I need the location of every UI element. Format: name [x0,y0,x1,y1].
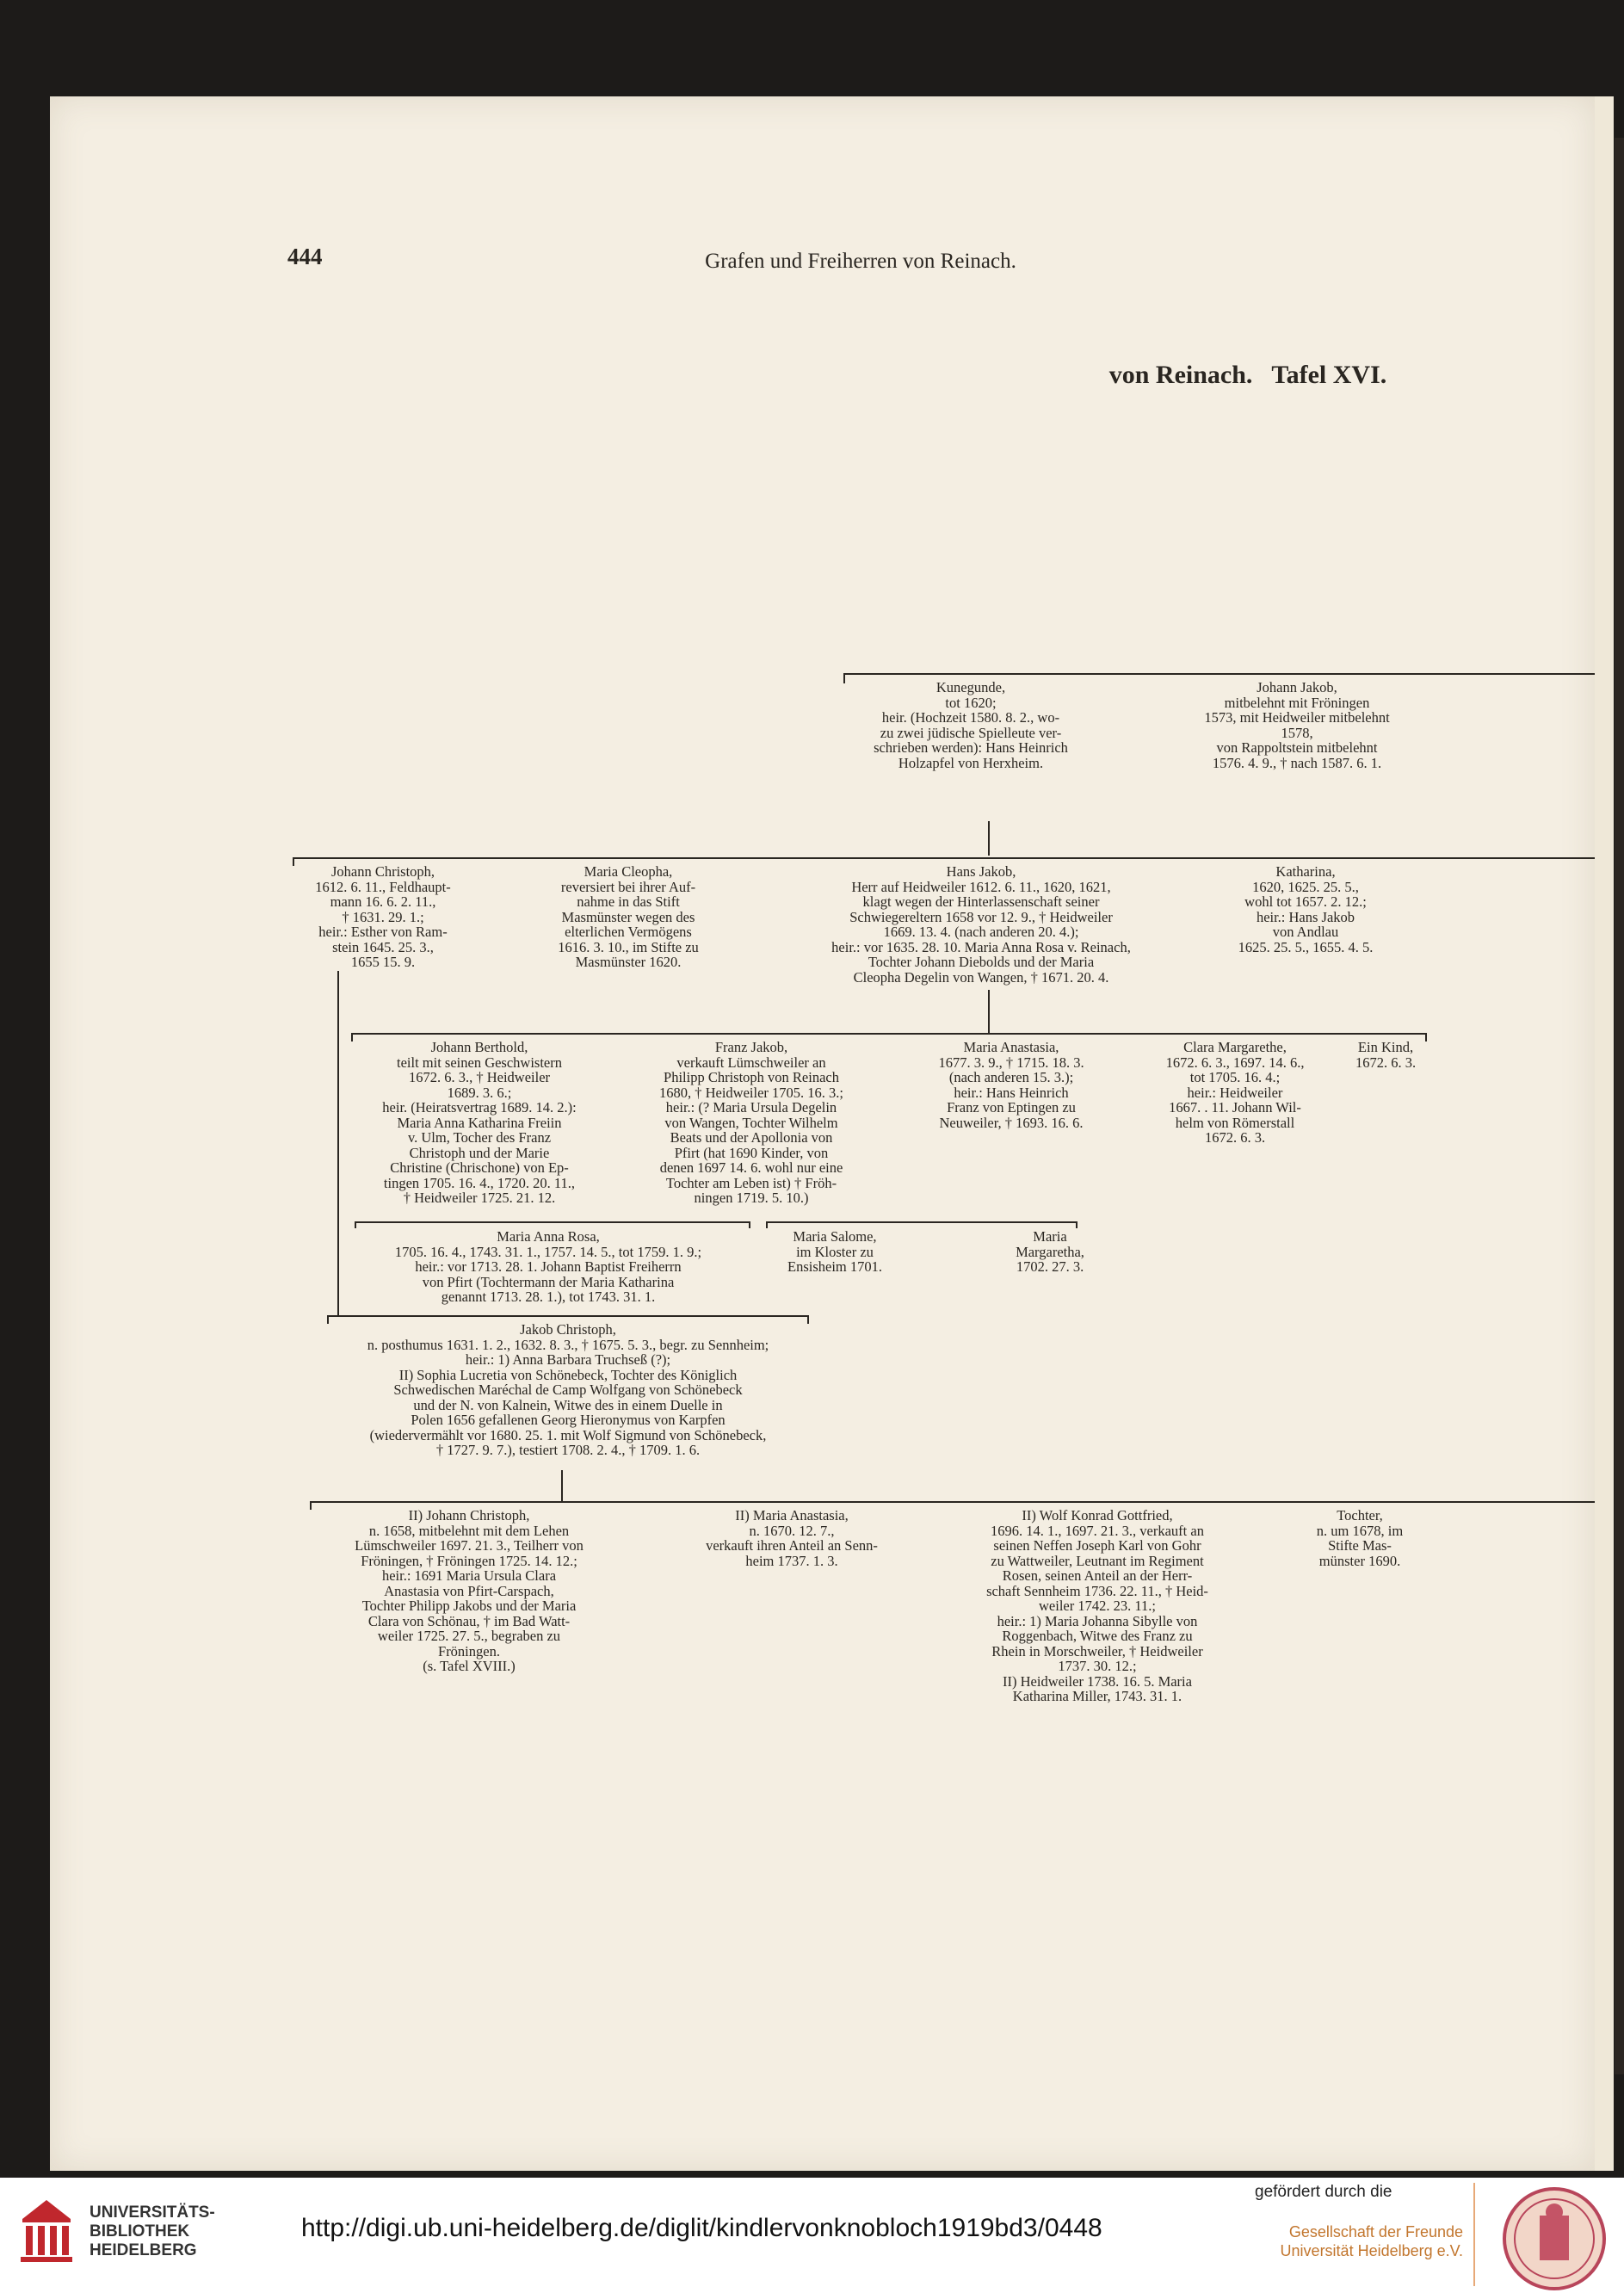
person-maria-anastasia: Maria Anastasia, 1677. 3. 9., † 1715. 18. 3. (nach anderen 15. 3.); heir.: Hans Heinrich Franz von Eptingen zu Neuweiler, † 1693. 16. 6. [938,1039,1084,1131]
descent-line [561,1470,563,1501]
sponsor-divider [1473,2183,1475,2286]
person-johann-berthold: Johann Berthold, teilt mit seinen Geschwistern 1672. 6. 3., † Heidweiler 1689. 3. 6.; heir. (Heiratsvertrag 1689. 14. 2.): Maria Anna Katharina Freiin v. Ulm, Tocher des Franz Christoph und der Marie Christine (Chrischone) von Ep- tingen 1705. 16. 4., 1720. 20. 11., † Heidweiler 1725. 21. 12. [382,1039,577,1206]
bracket-line [327,1315,809,1317]
book-binding [1615,138,1624,2074]
page-edge [1595,96,1614,2171]
page-number: 444 [287,244,323,269]
university-library-logo-icon[interactable] [17,2193,76,2264]
person-maria-margaretha: Maria Margaretha, 1702. 27. 3. [1016,1228,1084,1275]
university-seal-icon [1502,2186,1607,2291]
sponsor-name[interactable]: Gesellschaft der Freunde Universität Heidelberg e.V. [1280,2223,1463,2259]
person-ein-kind: Ein Kind, 1672. 6. 3. [1355,1039,1417,1071]
person-franz-jakob: Franz Jakob, verkauft Lümschweiler an Philipp Christoph von Reinach 1680, † Heidweiler 1705. 16. 3.; heir.: (? Maria Ursula Degelin von Wangen, Tochter Wilhelm Beats und der Apollonia von Pfirt (hat 1690 Kinder, von denen 1697 14. 6. wohl nur eine Tochter am Leben ist) † Fröh- ningen 1719. 5. 10.) [658,1039,843,1206]
person-kunegunde: Kunegunde, tot 1620; heir. (Hochzeit 1580. 8. 2., wo- zu zwei jüdische Spielleute ver- schrieben werden): Hans Heinrich Holzapfel von Herxheim. [874,679,1068,771]
bracket-tick [355,1221,356,1228]
sponsor-intro: gefördert durch die [1255,2183,1392,2201]
bracket-tick [766,1221,768,1228]
person-johann-jakob: Johann Jakob, mitbelehnt mit Fröningen 1573, mit Heidweiler mitbelehnt 1578, von Rappoltstein mitbelehnt 1576. 4. 9., † nach 1587. 6. 1. [1204,679,1390,771]
bracket-line [351,1033,1427,1035]
person-maria-salome: Maria Salome, im Kloster zu Ensisheim 1701. [787,1228,882,1275]
person-hans-jakob: Hans Jakob, Herr auf Heidweiler 1612. 6. 11., 1620, 1621, klagt wegen der Hinterlassenschaft seiner Schwiegereltern 1658 vor 12. 9., † Heidweiler 1669. 13. 4. (nach anderen 20. 4.); heir.: vor 1635. 28. 10. Maria Anna Rosa v. Reinach, Tochter Johann Diebolds und der Maria Cleopha Degelin von Wangen, † 1671. 20. 4. [831,863,1131,986]
person-tochter: Tochter, n. um 1678, im Stifte Mas- münster 1690. [1316,1507,1404,1569]
descent-line [988,990,990,1033]
bracket-line [293,857,1595,859]
person-wolf-konrad-gottfried: II) Wolf Konrad Gottfried, 1696. 14. 1., 1697. 21. 3., verkauft an seinen Neffen Joseph Karl von Gohr zu Wattweiler, Leutnant im Regiment Rosen, seinen Anteil an der Herr- schaft Sennheim 1736. 22. 11., † Heid- weiler 1742. 23. 11.; heir.: 1) Maria Johanna Sibylle von Roggenbach, Witwe des Franz zu Rhein in Morschweiler, † Heidweiler 1737. 30. 12.; II) Heidweiler 1738. 16. 5. Maria Katharina Miller, 1743. 31. 1. [986,1507,1208,1704]
person-clara-margarethe: Clara Margarethe, 1672. 6. 3., 1697. 14. 6., tot 1705. 16. 4.; heir.: Heidweiler 1667. . 11. Johann Wil- helm von Römerstall 1672. 6. 3. [1165,1039,1305,1146]
bracket-line [355,1221,750,1223]
bracket-line [310,1501,1595,1503]
person-johann-christoph-ii: II) Johann Christoph, n. 1658, mitbelehnt mit dem Lehen Lümschweiler 1697. 21. 3., Teilherr von Fröningen, † Fröningen 1725. 14. 12.; heir.: 1691 Maria Ursula Clara Anastasia von Pfirt-Carspach, Tochter Philipp Jakobs und der Maria Clara von Schönau, † im Bad Watt- weiler 1725. 27. 5., begraben zu Fröningen. (s. Tafel XVIII.) [355,1507,584,1674]
descent-line [988,821,990,856]
running-head: Grafen und Freiherren von Reinach. [705,250,1016,273]
bracket-line [766,1221,1078,1223]
bracket-tick [749,1221,750,1228]
library-name: UNIVERSITÄTS- BIBLIOTHEK HEIDELBERG [90,2203,215,2259]
person-jakob-christoph: Jakob Christoph, n. posthumus 1631. 1. 2., 1632. 8. 3., † 1675. 5. 3., begr. zu Sennheim; heir.: 1) Anna Barbara Truchseß (?); II) Sophia Lucretia von Schönebeck, Tochter des Königlich Schwedischen Maréchal de Camp Wolfgang von Schönebeck und der N. von Kalnein, Witwe des in einem Duelle in Polen 1656 gefallenen Georg Hieronymus von Karpfen (wiedervermählt vor 1680. 25. 1. mit Wolf Sigmund von Schönebeck, † 1727. 9. 7.), testiert 1708. 2. 4., † 1709. 1. 6. [367,1321,769,1458]
person-katharina: Katharina, 1620, 1625. 25. 5., wohl tot 1657. 2. 12.; heir.: Hans Jakob von Andlau 1625. 25. 5., 1655. 4. 5. [1238,863,1374,955]
person-johann-christoph: Johann Christoph, 1612. 6. 11., Feldhaupt- mann 16. 6. 2. 11., † 1631. 29. 1.; heir.: Esther von Ram- stein 1645. 25. 3., 1655 15. 9. [315,863,451,970]
table-title: von Reinach. Tafel XVI. [1108,361,1387,389]
permalink-url[interactable]: http://digi.ub.uni-heidelberg.de/diglit/kindlervonknobloch1919bd3/0448 [301,2214,1102,2242]
person-maria-cleopha: Maria Cleopha, reversiert bei ihrer Auf- nahme in das Stift Masmünster wegen des elterlichen Vermögens 1616. 3. 10., im Stifte zu Masmünster 1620. [558,863,699,970]
descent-line [337,971,339,1315]
bracket-line [843,673,1595,675]
bracket-tick [1076,1221,1078,1228]
person-maria-anna-rosa: Maria Anna Rosa, 1705. 16. 4., 1743. 31. 1., 1757. 14. 5., tot 1759. 1. 9.; heir.: vor 1713. 28. 1. Johann Baptist Freiherrn von Pfirt (Tochtermann der Maria Katharina genannt 1713. 28. 1.), tot 1743. 31. 1. [394,1228,702,1305]
person-maria-anastasia-ii: II) Maria Anastasia, n. 1670. 12. 7., verkauft ihren Anteil an Senn- heim 1737. 1. 3. [706,1507,878,1569]
